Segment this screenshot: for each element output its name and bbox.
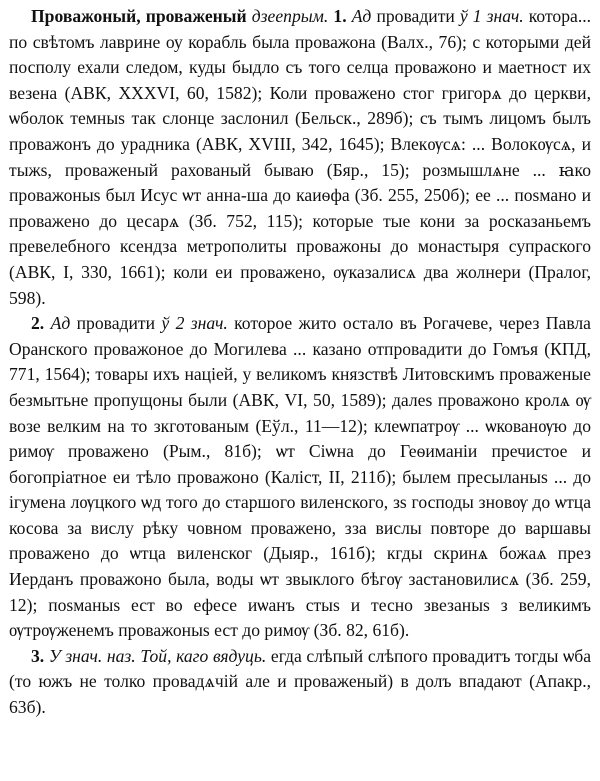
sense-number: 1.	[333, 6, 347, 26]
sense-3	[9, 644, 591, 721]
headword: Проважоный, проваженый	[31, 6, 247, 26]
sense-body: котора... по свѣтомъ лаврине оу корабль была проважона (Валх., 76); с которыми дей посполу ехали следом, куды быдло съ того селца проважоно и маетност их везена (АВК, XXXVI, 60, 1582); Коли проважено стог григорѧ до церкви, ѡболок темныs так слонце заслонил (Бельск., 289б); съ тымъ лицомъ былъ проважонъ до урадника (АВК, XVIII, 342, 1645); Влекѹсѧ: ... Волокѹсѧ, и тыжs, проваженый рахованый бываю (Бяр., 15); розмышлѧне ... ꙗко проважоныs был Исус ѡт анна-ша до каиѳфа (Зб. 255, 250б); ее ... поsмано и проважено до цесарѧ (Зб. 752, 115); которые тые кони за росказаньемъ превелебного ксендза метрополиты проважоны до монастыря супраского (АВК, I, 330, 1661); коли еи проважено, ѹказалисѧ два жолнери (Пралог, 598).	[9, 6, 592, 308]
dictionary-entry	[9, 4, 591, 721]
sense-number: 3.	[31, 645, 45, 666]
sense-lead: провадити	[376, 6, 455, 26]
sense-body: которое жито остало въ Рогачеве, через Павла Оранского проважоное до Могилева ... казано отпровадити до Гомъя (КПД, 771, 1564); товары ихъ нацiей, у великомъ князствѣ Литовскимъ проваженые безмытьне пропущоны были (АВК, VI, 50, 1589); далеs проважоно кролѧ ѹ возе велким на то зкготованым (Еўл., 11—12); клеѡпатрѹ ... ѡкованѹю до римѹ проважено (Рым., 81б); ѡт Сiѡна до Геѳиманiи пречистое и богопрiатное еи тѣло проважоно (Каліст, II, 211б); былем пресыланыs ... до iгумена лѹцкого ѡд того до старшого виленского, зs господы зновѹ до ѡтца косова за вислу рѣку човном проважено, зза вислы повторе до варшавы проважено до ѡтца виленског (Дыяр., 161б); кгды скринѧ божаѧ през Иерданъ проважоно была, воды ѡт звыклого бѣгѹ застановилисѧ (Зб. 259, 12); поsманыs ест во ефесе иѡанъ стыs и тесно звезаныs з великимъ ѹтрѹженемъ проважоныs ест до римѹ (Зб. 82, 61б).	[9, 313, 591, 641]
sense-2	[9, 311, 591, 644]
sense-1	[9, 4, 591, 311]
sense-ref: ў 2 знач.	[161, 313, 228, 334]
sense-label: У знач. наз. Той, каго вядуць.	[48, 645, 267, 666]
part-of-speech: дзеепрым.	[251, 6, 329, 26]
sense-lead: провадити	[76, 313, 156, 334]
sense-number: 2.	[31, 313, 45, 334]
sense-body: егда слѣпый слѣпого провадитъ тогды ѡба (то южъ не толко провадѧчiй але и проваженый) в долъ впадают (Апакр., 63б).	[9, 645, 592, 718]
sense-ref: ў 1 знач.	[459, 6, 524, 26]
sense-label: Ад	[351, 6, 372, 26]
sense-label: Ад	[50, 313, 71, 334]
